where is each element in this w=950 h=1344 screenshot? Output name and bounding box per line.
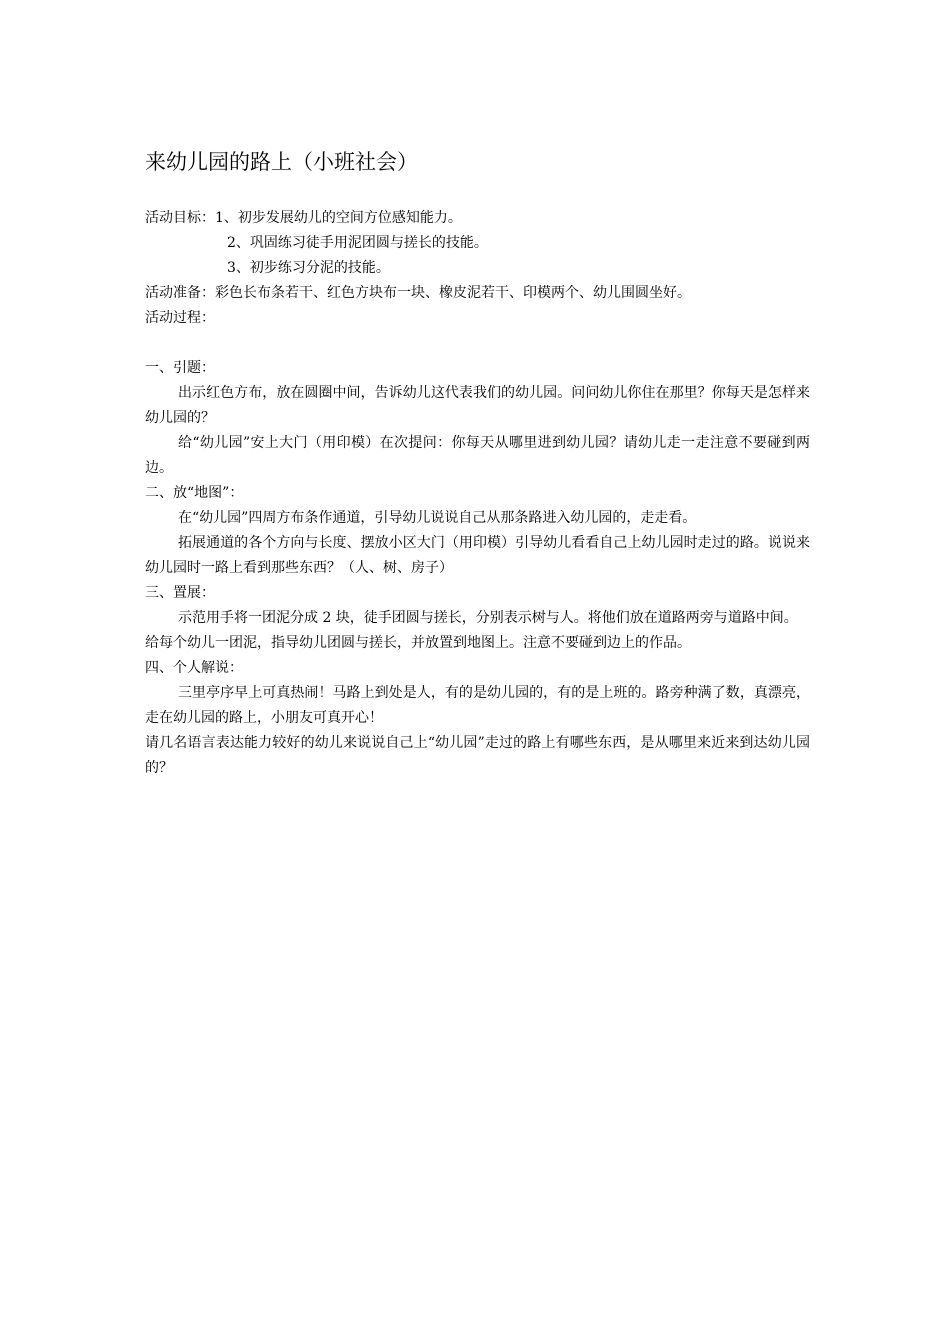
goal-item: 2、巩固练习徒手用泥团圆与搓长的技能。 [227, 235, 488, 251]
document-title: 来幼儿园的路上（小班社会） [145, 150, 418, 174]
goals-label: 活动目标： [145, 210, 215, 226]
section-paragraph: 给“幼儿园”安上大门（用印模）在次提问：你每天从哪里进到幼儿园？请幼儿走一走注意不要碰到两边。 [145, 435, 810, 476]
section-paragraph: 在“幼儿园”四周方布条作通道，引导幼儿说说自己从那条路进入幼儿园的，走走看。 [178, 510, 697, 526]
goal-item: 3、初步练习分泥的技能。 [227, 260, 390, 276]
document-body [145, 206, 810, 781]
section-heading: 四、个人解说： [145, 660, 243, 676]
section-paragraph: 请几名语言表达能力较好的幼儿来说说自己上“幼儿园”走过的路上有哪些东西，是从哪里来近来到达幼儿园的？ [145, 735, 810, 776]
goal-item: 1、初步发展幼儿的空间方位感知能力。 [215, 210, 462, 226]
section-heading: 一、引题： [145, 360, 215, 376]
section-paragraph: 出示红色方布，放在圆圈中间，告诉幼儿这代表我们的幼儿园。问问幼儿你住在那里？你每天是怎样来幼儿园的？ [145, 385, 810, 426]
goals-line-2 [145, 231, 810, 256]
section-heading: 三、置展： [145, 585, 215, 601]
section-paragraph: 示范用手将一团泥分成 2 块，徒手团圆与搓长，分别表示树与人。将他们放在道路两旁与道路中间。 [178, 610, 798, 626]
blank-line [145, 331, 810, 356]
preparation-line: 活动准备：彩色长布条若干、红色方块布一块、橡皮泥若干、印模两个、幼儿围圆坐好。 [145, 285, 691, 301]
section-heading: 二、放“地图”： [145, 485, 244, 501]
section-paragraph: 拓展通道的各个方向与长度、摆放小区大门（用印模）引导幼儿看看自己上幼儿园时走过的路。说说来幼儿园时一路上看到那些东西？（人、树、房子） [145, 535, 810, 576]
goals-line-1 [145, 206, 810, 231]
section-paragraph: 三里亭序早上可真热闹！马路上到处是人，有的是幼儿园的，有的是上班的。路旁种满了数，真漂亮，走在幼儿园的路上，小朋友可真开心！ [145, 685, 810, 726]
process-label: 活动过程： [145, 310, 215, 326]
section-paragraph: 给每个幼儿一团泥，指导幼儿团圆与搓长，并放置到地图上。注意不要碰到边上的作品。 [145, 635, 691, 651]
goals-line-3 [145, 256, 810, 281]
